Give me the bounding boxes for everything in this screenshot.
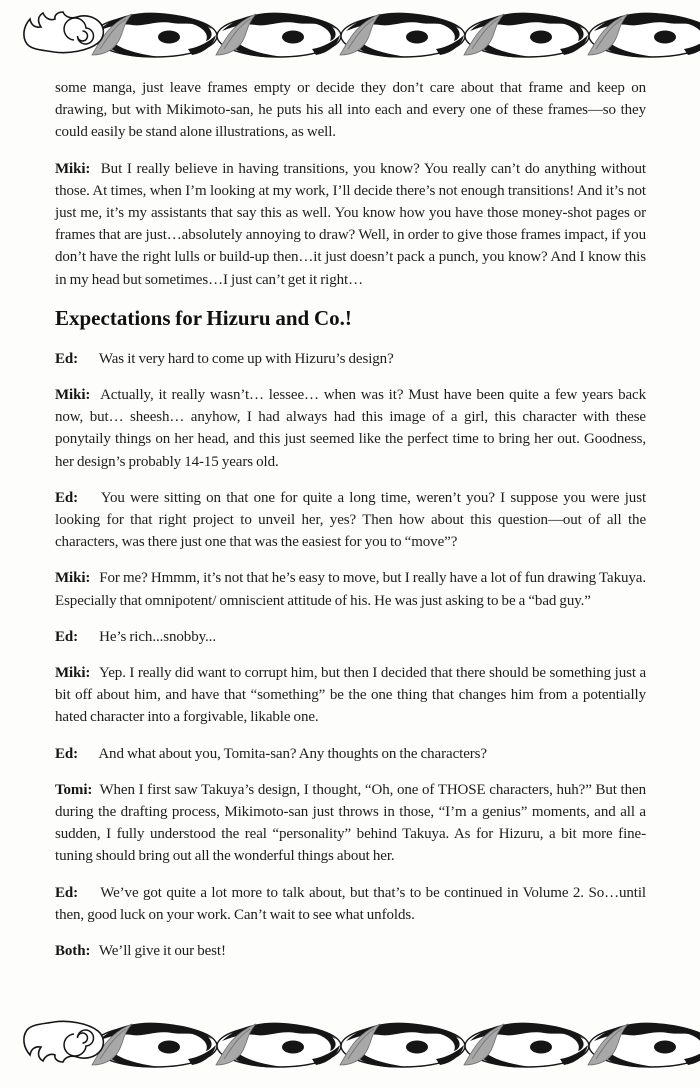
acanthus-scroll-pattern-icon <box>92 1023 700 1068</box>
dialogue-paragraph <box>55 882 646 926</box>
dialogue-paragraph <box>55 567 646 611</box>
speaker-label: Miki: <box>55 160 91 177</box>
winged-scroll-icon <box>24 12 104 53</box>
dialogue-paragraph <box>55 779 646 868</box>
dialogue-paragraph <box>55 487 646 554</box>
dialogue-text: And what about you, Tomita-san? Any thoughts on the characters? <box>98 745 487 762</box>
dialogue-paragraph <box>55 940 646 962</box>
continuation-paragraph <box>55 77 646 144</box>
dialogue-text: We’ve got quite a lot more to talk about, but that’s to be continued in Volume 2. So…until then, good luck on your work. Can’t wait to see what unfolds. <box>55 884 646 923</box>
speaker-label: Ed: <box>55 350 79 367</box>
speaker-label: Miki: <box>55 570 91 587</box>
dialogue-text: We’ll give it our best! <box>98 943 226 960</box>
dialogue-paragraph <box>55 626 646 648</box>
dialogue-text: Actually, it really wasn’t… lessee… when was it? Must have been quite a few years back now, but… sheesh… anyhow, I had always had this image of a girl, this character with these ponytaily things on her head, and this just seemed like the perfect time to bring her out. Goodness, her design’s probably 14-15 years old. <box>55 387 646 470</box>
dialogue-text: Was it very hard to come up with Hizuru’s design? <box>98 350 394 367</box>
interview-text-column <box>55 77 646 976</box>
dialogue-paragraph <box>55 662 646 729</box>
speaker-label: Miki: <box>55 665 91 682</box>
top-border-ornament <box>24 12 700 58</box>
speaker-label: Miki: <box>55 387 91 404</box>
bottom-border-ornament <box>24 1021 700 1067</box>
speaker-label: Ed: <box>55 884 79 901</box>
speaker-label: Ed: <box>55 489 79 506</box>
dialogue-text: For me? Hmmm, it’s not that he’s easy to move, but I really have a lot of fun drawing Takuya. Especially that omnipotent/ omniscient attitude of his. He was just asking to be a “bad guy.” <box>55 570 646 609</box>
dialogue-paragraph <box>55 158 646 291</box>
winged-scroll-icon <box>24 1021 104 1062</box>
dialogue-text: Yep. I really did want to corrupt him, but then I decided that there should be something just a bit off about him, and have that “something” be the one thing that changes him from a potentially hated character into a forgivable, likable one. <box>55 665 646 726</box>
speaker-label: Tomi: <box>55 781 93 798</box>
acanthus-scroll-pattern-icon <box>92 13 700 58</box>
dialogue-text: He’s rich...snobby... <box>99 628 216 645</box>
speaker-label: Ed: <box>55 745 79 762</box>
section-heading: Expectations for Hizuru and Co.! <box>55 305 352 330</box>
speaker-label: Ed: <box>55 628 79 645</box>
dialogue-text: When I first saw Takuya’s design, I thought, “Oh, one of THOSE characters, huh?” But then during the drafting process, Mikimoto-san just throws in those, “I’m a genius” moments, and all a sudden, I fully understood the real “personality” behind Takuya. As for Hizuru, a bit more fine-tuning should bring out all the wonderful things about her. <box>55 781 646 865</box>
dialogue-paragraph <box>55 348 646 370</box>
dialogue-text: You were sitting on that one for quite a long time, weren’t you? I suppose you were just looking for that right project to unveil her, yes? Then how about this question—out of all the characters, was there just one that was the easiest for you to “move”? <box>55 489 647 551</box>
dialogue-paragraph <box>55 384 646 473</box>
dialogue-paragraph <box>55 743 646 765</box>
speaker-label: Both: <box>55 943 91 960</box>
dialogue-text: some manga, just leave frames empty or decide they don’t care about that frame and keep on drawing, but with Mikimoto-san, he puts his all into each and every one of these frames—so they could easily be stand alone illustrations, as well. <box>55 80 646 141</box>
dialogue-text: But I really believe in having transitions, you know? You really can’t do anything without those. At times, when I’m looking at my work, I’ll decide there’s not enough transitions! And it’s not just me, it’s my assistants that say this as well. You know how you have those money-shot pages or frames that are just…absolutely annoying to draw? Well, in order to give those frames impact, if you don’t have the right lulls or build-up then…it just doesn’t pack a punch, you know? And I know this in my head but sometimes…I just can’t get it right… <box>55 160 647 288</box>
